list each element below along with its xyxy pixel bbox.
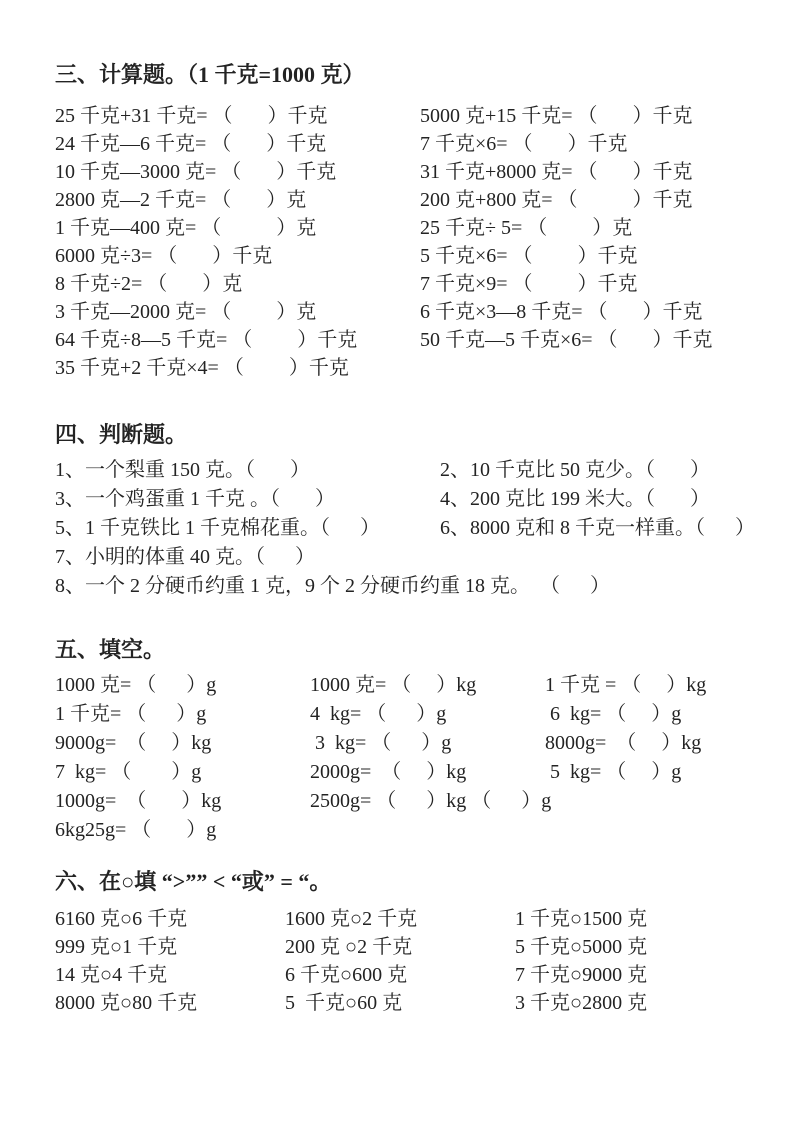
fill-blank-item [545, 816, 765, 845]
compare-rows [55, 905, 765, 1017]
calc-problem: 6 千克×3—8 千克= （ ）千克 [420, 301, 703, 323]
judgment-item [440, 572, 765, 601]
calc-row [55, 214, 765, 242]
fill-blank-item: 3 kg= （ ）g [310, 732, 452, 754]
fill-blank-item: 9000g= （ ）kg [55, 732, 212, 754]
fill-blank-item: 6kg25g= （ ）g [55, 819, 217, 841]
fill-blank-item: 2500g= （ ）kg （ ）g [310, 790, 552, 812]
calc-problem: 5 千克×6= （ ）千克 [420, 245, 638, 267]
calc-row [55, 326, 765, 354]
fill-blank-item: 1000 克= （ ）g [55, 674, 217, 696]
calc-problem: 6000 克÷3= （ ）千克 [55, 245, 273, 267]
calc-row [55, 298, 765, 326]
section-compare-title: 六、在○填 “>”” < “或” = “。 [55, 869, 332, 894]
fill-blank-item: 1000g= （ ）kg [55, 790, 222, 812]
compare-row [55, 989, 765, 1017]
compare-item: 1 千克○1500 克 [515, 908, 648, 930]
judgment-item: 8、一个 2 分硬币约重 1 克，9 个 2 分硬币约重 18 克。 （ ） [55, 575, 610, 597]
calc-problem: 10 千克—3000 克= （ ）千克 [55, 161, 337, 183]
compare-item: 14 克○4 千克 [55, 964, 168, 986]
fill-blank-item: 1000 克= （ ）kg [310, 674, 477, 696]
compare-row [55, 933, 765, 961]
compare-row [55, 905, 765, 933]
judgment-item: 1、一个梨重 150 克。（ ） [55, 459, 310, 481]
judgment-row [55, 543, 765, 572]
calc-row [55, 186, 765, 214]
fill-blank-item: 2000g= （ ）kg [310, 761, 467, 783]
calc-problem: 35 千克+2 千克×4= （ ）千克 [55, 357, 349, 379]
calc-row [55, 158, 765, 186]
compare-item: 1600 克○2 千克 [285, 908, 418, 930]
calc-problem: 24 千克—6 千克= （ ）千克 [55, 133, 327, 155]
calc-row [55, 270, 765, 298]
compare-item: 200 克 ○2 千克 [285, 936, 413, 958]
compare-row [55, 961, 765, 989]
fill-blank-rows [55, 671, 765, 845]
section-calculation [55, 62, 765, 382]
section-calculation-title: 三、计算题。（1 千克=1000 克） [55, 62, 365, 87]
fill-blank-item: 5 kg= （ ）g [545, 761, 682, 783]
compare-item: 6160 克○6 千克 [55, 908, 188, 930]
judgment-row [55, 572, 765, 601]
judgment-item [440, 543, 765, 572]
calc-row [55, 242, 765, 270]
compare-item: 5 千克○60 克 [285, 992, 403, 1014]
calc-problem: 25 千克+31 千克= （ ）千克 [55, 105, 328, 127]
calculation-rows [55, 102, 765, 382]
fill-blank-item: 1 千克= （ ）g [55, 703, 207, 725]
judgment-row [55, 514, 765, 543]
judgment-rows [55, 456, 765, 601]
calc-problem: 8 千克÷2= （ ）克 [55, 273, 243, 295]
fill-blank-item [545, 787, 765, 816]
fill-blank-row [55, 671, 765, 700]
judgment-item: 3、一个鸡蛋重 1 千克 。（ ） [55, 488, 335, 510]
fill-blank-row [55, 729, 765, 758]
judgment-item: 4、200 克比 199 米大。（ ） [440, 488, 710, 510]
calc-problem: 1 千克—400 克= （ ）克 [55, 217, 317, 239]
judgment-row [55, 456, 765, 485]
section-compare [55, 867, 765, 1017]
calc-problem [420, 354, 765, 382]
judgment-item: 2、10 千克比 50 克少。（ ） [440, 459, 710, 481]
calc-problem: 50 千克—5 千克×6= （ ）千克 [420, 329, 713, 351]
fill-blank-row [55, 700, 765, 729]
calc-problem: 3 千克—2000 克= （ ）克 [55, 301, 317, 323]
fill-blank-item [310, 816, 545, 845]
judgment-item: 6、8000 克和 8 千克一样重。（ ） [440, 517, 755, 539]
judgment-row [55, 485, 765, 514]
calc-problem: 5000 克+15 千克= （ ）千克 [420, 105, 693, 127]
calc-problem: 7 千克×6= （ ）千克 [420, 133, 628, 155]
section-fill-blank [55, 637, 765, 845]
calc-problem: 7 千克×9= （ ）千克 [420, 273, 638, 295]
compare-item: 6 千克○600 克 [285, 964, 408, 986]
section-judgment-title: 四、判断题。 [55, 422, 188, 447]
calc-problem: 2800 克—2 千克= （ ）克 [55, 189, 307, 211]
compare-item: 8000 克○80 千克 [55, 992, 198, 1014]
calc-problem: 64 千克÷8—5 千克= （ ）千克 [55, 329, 358, 351]
worksheet-content [55, 62, 765, 1017]
fill-blank-item: 8000g= （ ）kg [545, 732, 702, 754]
calc-problem: 200 克+800 克= （ ）千克 [420, 189, 693, 211]
section-judgment [55, 422, 765, 601]
fill-blank-item: 1 千克 = （ ）kg [545, 674, 707, 696]
compare-item: 7 千克○9000 克 [515, 964, 648, 986]
calc-row [55, 102, 765, 130]
fill-blank-row [55, 758, 765, 787]
compare-item: 3 千克○2800 克 [515, 992, 648, 1014]
fill-blank-item: 6 kg= （ ）g [545, 703, 682, 725]
fill-blank-item: 4 kg= （ ）g [310, 703, 447, 725]
compare-item: 5 千克○5000 克 [515, 936, 648, 958]
judgment-item: 5、1 千克铁比 1 千克棉花重。（ ） [55, 517, 380, 539]
fill-blank-item: 7 kg= （ ）g [55, 761, 202, 783]
calc-problem: 25 千克÷ 5= （ ）克 [420, 217, 633, 239]
fill-blank-row [55, 816, 765, 845]
compare-item: 999 克○1 千克 [55, 936, 178, 958]
fill-blank-row [55, 787, 765, 816]
judgment-item: 7、小明的体重 40 克。（ ） [55, 546, 315, 568]
calc-row [55, 354, 765, 382]
section-fill-blank-title: 五、填空。 [55, 637, 166, 662]
calc-problem: 31 千克+8000 克= （ ）千克 [420, 161, 693, 183]
calc-row [55, 130, 765, 158]
